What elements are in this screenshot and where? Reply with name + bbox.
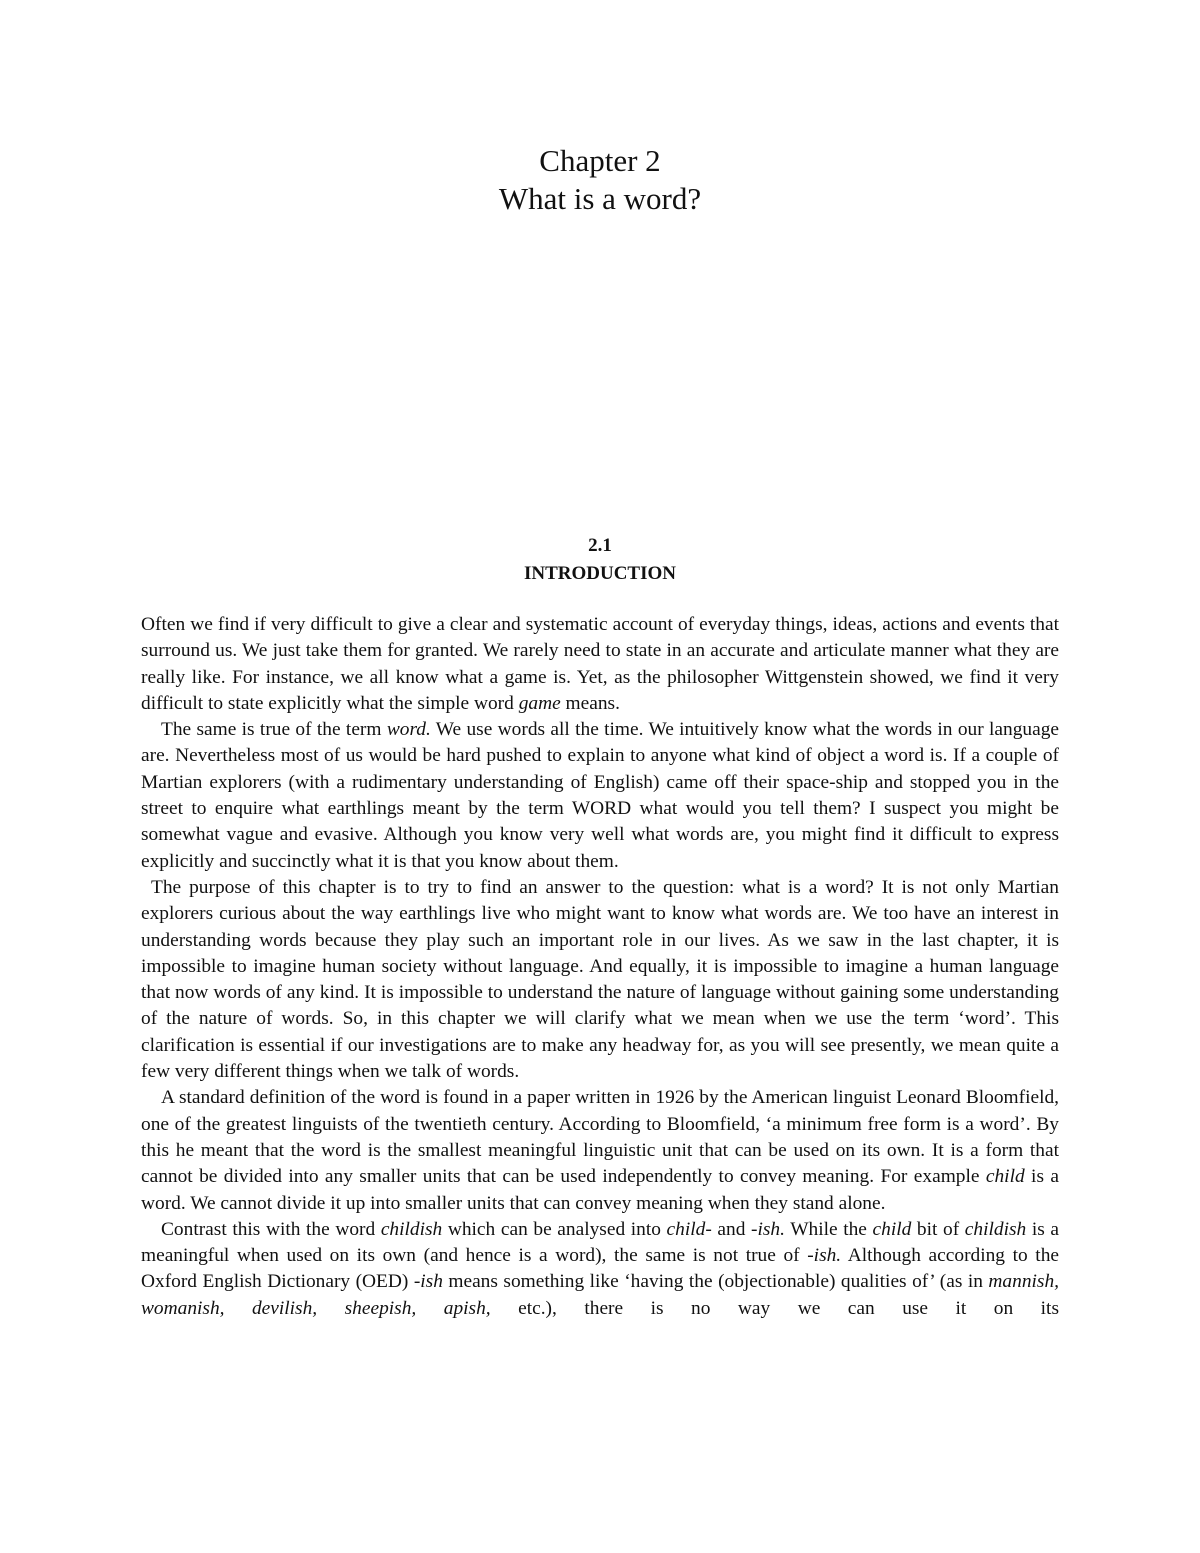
paragraph-3: The purpose of this chapter is to try to find an answer to the question: what is a word? It is not only Martian explorers curious about the way earthlings live who might want to know what words are. We too have an interest in understanding words because they play such an important role in our lives. As we saw in the last chapter, it is impossible to imagine human society without language. And equally, it is impossible to imagine a human language that now words of any kind. It is impossible to understand the nature of language without gaining some understanding of the nature of words. So, in this chapter we will clarify what we mean when we use the term ‘word’. This clarification is essential if our investigations are to make any headway for, as you will see presently, we mean quite a few very different things when we talk of words. — [141, 876, 1059, 1083]
chapter-heading — [0, 142, 1200, 218]
body-text — [141, 612, 1059, 1322]
paragraph-5: Contrast this with the word childish which can be analysed into child- and -ish. While the child bit of childish is a meaningful when used on its own (and hence is a word), the same is not true of -ish. Although according to the Oxford English Dictionary (OED) -ish means something like ‘having the (objectionable) qualities of’ (as in mannish, womanish, devilish, sheepish, apish, etc.), there is no way we can use it on its — [141, 1218, 1059, 1319]
section-number: 2.1 — [588, 535, 612, 556]
paragraph-1: Often we find if very difficult to give a clear and systematic account of everyday things, ideas, actions and events that surround us. We just take them for granted. We rarely need to state in an accurate and articulate manner what they are really like. For instance, we all know what a game is. Yet, as the philosopher Wittgenstein showed, we find it very difficult to state explicitly what the simple word game means. — [141, 614, 1059, 714]
section-heading — [0, 532, 1200, 588]
paragraph-2: The same is true of the term word. We use words all the time. We intuitively know what the words in our language are. Nevertheless most of us would be hard pushed to explain to anyone what kind of object a word is. If a couple of Martian explorers (with a rudimentary understanding of English) came off their space-ship and stopped you in the street to enquire what earthlings meant by the term WORD what would you tell them? I suspect you might be somewhat vague and evasive. Although you know very well what words are, you might find it difficult to express explicitly and succinctly what it is that you know about them. — [141, 719, 1059, 872]
chapter-number: Chapter 2 — [539, 143, 661, 178]
paragraph-4: A standard definition of the word is found in a paper written in 1926 by the American linguist Leonard Bloomfield, one of the greatest linguists of the twentieth century. According to Bloomfield, ‘a minimum free form is a word’. By this he meant that the word is the smallest meaningful linguistic unit that can be used on its own. It is a form that cannot be divided into any smaller units that can be used independently to convey meaning. For example child is a word. We cannot divide it up into smaller units that can convey meaning when they stand alone. — [141, 1087, 1059, 1214]
section-title: INTRODUCTION — [523, 563, 677, 584]
chapter-title: What is a word? — [498, 181, 702, 216]
